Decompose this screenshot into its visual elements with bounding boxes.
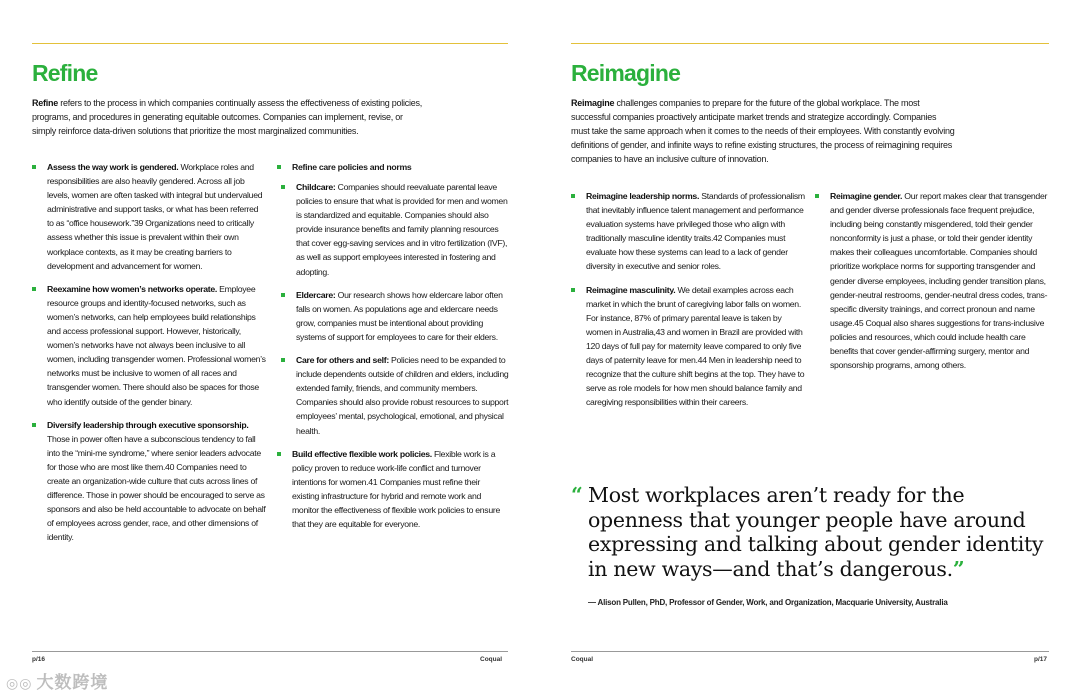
top-rule-right <box>571 43 1049 44</box>
item-lead: Diversify leadership through executive sponsorship. <box>47 419 249 430</box>
top-rule-left <box>32 43 508 44</box>
item-lead: Reexamine how women’s networks operate. <box>47 283 217 294</box>
intro-lead: Reimagine <box>571 98 615 108</box>
item-text: Flexible work is a policy proven to reduce work-life conflict and turnover intentions for women.41 Companies must refine their existing infrastructure for hybrid and remote work and monitor the effectiveness of flexible work policies to ensure that they are equitable for everyone. <box>292 448 501 530</box>
intro-body: challenges companies to prepare for the future of the global workplace. The most successful companies proactively anticipate market trends and strategize accordingly. Companies must take the same approach when it comes to the needs of their employees. With constantly evolving definitions of gender, and infinite ways to refine existing structures, the process of reimagining requires companies to have an inclusive culture of innovation. <box>571 98 955 164</box>
footer-brand-left: Coqual <box>480 656 503 663</box>
close-quote-icon: ” <box>952 556 965 581</box>
page-number-right: p/17 <box>1034 656 1048 663</box>
item-text: Our report makes clear that transgender and gender diverse professionals face frequent prejudice, including being constantly misgendered, told their gender nonconformity is just a phase, or told their gender identity makes their colleagues uncomfortable. Companies should prioritize workplace norms for supporting transgender and gender diverse employees, including gender transition plans, gender-neutral restrooms, gender-neutral dress codes, trans-specific diversity trainings, and correct pronoun and name usage.45 Coqual also shares suggestions for trans-inclusive policies and resources, which could include health care benefits that cover gender-affirming surgery, mentor and sponsorship programs, among others. <box>830 191 1048 371</box>
item-text: Workplace roles and responsibilities are also heavily gendered. Across all job levels, women are often tasked with integral but undervalued administrative and support tasks, or what has been referred to as “office housework.”39 Organizations need to critically assess whether this issue is prevalent within their own workplace contexts, as it may be creating barriers to development and advancement for women. <box>47 162 263 271</box>
item-lead: Build effective flexible work policies. <box>292 448 432 459</box>
intro-lead: Refine <box>32 98 59 108</box>
bullet-icon <box>571 288 575 292</box>
item-text: Policies need to be expanded to include dependents outside of children and elders, including extended family, friends, and community members. Companies should also provide robust resources to support employees’ mental, psychological, emotional, and physical health. <box>296 355 509 436</box>
bullet-icon <box>815 194 819 198</box>
item-text: We detail examples across each market in which the brunt of caregiving labor falls on women. For instance, 87% of primary parental leave is taken by women in Australia,43 and women in Brazil are provided with 120 days of full pay for maternity leave compared to only five days of paternity leave for men.44 Men in leadership need to recognize that the culture shift begins at the top. They have to serve as role models for how men should balance family and caregiving responsibilities within their careers. <box>586 284 805 408</box>
intro-body: refers to the process in which companies continually assess the effectiveness of existing policies, programs, and procedures in generating equitable outcomes. Companies can implement, revise, or simply reinforce data-driven solutions that prioritize the most marginalized communities. <box>32 98 423 136</box>
item-text: Companies should reevaluate parental leave policies to ensure that what is provided for men and women is standardized and equitable. Companies should also provide insurance benefits and family planning resources that cover egg-saving services and in vitro fertilization (IVF), as well as support employees interested in fostering and adopting. <box>296 182 508 277</box>
list-item <box>32 160 266 273</box>
list-item <box>32 282 266 409</box>
quote-attribution: — Alison Pullen, PhD, Professor of Gender, Work, and Organization, Macquarie University, Australia <box>588 598 948 607</box>
item-lead: Reimagine leadership norms. <box>586 191 700 201</box>
list-item <box>277 180 509 279</box>
watermark-logo-icon: ◎◎ <box>6 675 33 691</box>
list-item <box>571 189 807 274</box>
right-column-1 <box>571 189 807 418</box>
item-lead: Care for others and self: <box>296 355 389 366</box>
list-item <box>571 283 807 410</box>
item-lead: Assess the way work is gendered. <box>47 162 179 172</box>
page-title-refine: Refine <box>32 60 98 86</box>
item-text: Employee resource groups and identity-focused networks, such as women’s networks, can help employees build relationships and access professional support. However, historically, women’s networks have not always been inclusive to all women, including transgender women. Professional women’s networks must be inclusive to women of all races and transgender women. There should also be spaces for those who identify outside of the gender binary. <box>47 283 266 407</box>
bullet-icon <box>277 165 281 169</box>
bullet-icon <box>281 358 285 362</box>
bullet-icon <box>32 165 36 169</box>
item-lead: Reimagine gender. <box>830 191 903 201</box>
right-column-2 <box>815 189 1051 381</box>
watermark <box>6 668 108 693</box>
footer-rule-left <box>32 651 508 652</box>
pull-quote-text: Most workplaces aren’t ready for the openness that younger people have around expressing and talking about gender identity in new ways—and that’s dangerous. <box>588 483 1044 581</box>
watermark-text: 大数跨境 <box>36 673 109 692</box>
list-item <box>32 418 266 545</box>
item-lead: Eldercare: <box>296 289 336 300</box>
list-item <box>815 189 1051 372</box>
footer-rule-right <box>571 651 1049 652</box>
list-item <box>277 447 509 532</box>
open-quote-icon: “ <box>571 483 583 507</box>
bullet-icon <box>277 452 281 456</box>
section-heading-text: Refine care policies and norms <box>292 162 412 172</box>
item-lead: Childcare: <box>296 182 336 192</box>
bullet-icon <box>281 185 285 189</box>
bullet-icon <box>281 293 285 297</box>
page-number-left: p/16 <box>32 656 46 663</box>
section-heading <box>277 160 509 174</box>
left-column-2 <box>277 160 509 540</box>
item-lead: Reimagine masculinity. <box>586 284 676 295</box>
bullet-icon <box>32 423 36 427</box>
bullet-icon <box>32 287 36 291</box>
item-text: Our research shows how eldercare labor often falls on women. As populations age and eldercare needs grow, companies must be intentional about providing systems of support for employees to care for their elders. <box>296 289 503 342</box>
bullet-icon <box>571 194 575 198</box>
left-column-1 <box>32 160 266 553</box>
intro-reimagine <box>571 96 955 166</box>
page-title-reimagine: Reimagine <box>571 60 681 86</box>
pull-quote <box>571 483 1051 581</box>
item-text: Those in power often have a subconscious tendency to fall into the “mini-me syndrome,” where senior leaders advocate for those who are most like them.40 Companies need to create an organization-wide culture that cuts across lines of difference. Those in power should be encouraged to serve as sponsors and also be held accountable to advocate on behalf of employees across gender, race, and other dimensions of identity. <box>47 433 266 543</box>
list-item <box>277 353 509 438</box>
list-item <box>277 288 509 344</box>
item-text: Standards of professionalism that inevitably influence talent management and performance evaluation systems have privileged those who align with traditionally masculine identity traits.42 Companies must evaluate how these systems can lead to a lack of gender diversity in executive and senior roles. <box>586 191 805 272</box>
footer-brand-right: Coqual <box>571 656 594 663</box>
intro-refine <box>32 96 428 138</box>
